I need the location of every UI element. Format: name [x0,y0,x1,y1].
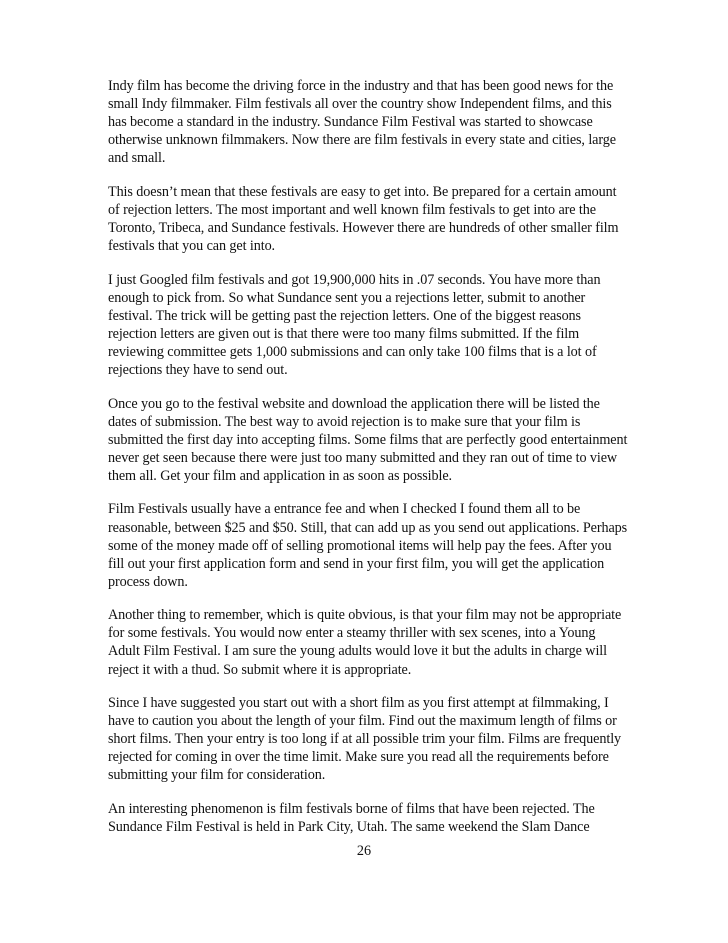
paragraph-6: Another thing to remember, which is quite obvious, is that your film may not be appropriate for some festivals. You would now enter a steamy thriller with sex scenes, into a Young Adult Film Festival. I am sure the young adults would love it but the adults in charge will reject it with a thud. So submit where it is appropriate. [108,607,622,678]
paragraph-1: Indy film has become the driving force in the industry and that has been good news for the small Indy filmmaker. Film festivals all over the country show Independent films, and this has become a standard in the industry. Sundance Film Festival was started to showcase otherwise unknown filmmakers. Now there are film festivals in every state and cities, large and small. [108,78,616,167]
paragraph-4: Once you go to the festival website and download the application there will be listed the dates of submission. The best way to avoid rejection is to make sure that your film is submitted the first day into accepting films. Some films that are perfectly good entertainment never get seen because there were just too many submitted and they ran out of time to view them all. Get your film and application in as soon as possible. [108,395,628,484]
page-number-text: 26 [356,843,372,859]
paragraph-3: I just Googled film festivals and got 19,900,000 hits in .07 seconds. You have more than enough to pick from. So what Sundance sent you a rejections letter, submit to another festival. The trick will be getting past the rejection letters. One of the biggest reasons rejection letters are given out is that there were too many films submitted. If the film reviewing committee gets 1,000 submissions and can only take 100 films that is a lot of rejections they have to send out. [108,271,601,379]
paragraph-7: Since I have suggested you start out with a short film as you first attempt at filmmaking, I have to caution you about the length of your film. Find out the maximum length of films or short films. Then your entry is too long if at all possible trim your film. Films are frequently rejected for coming in over the time limit. Make sure you read all the requirements before submitting your film for consideration. [108,695,622,784]
paragraph-2: This doesn’t mean that these festivals are easy to get into. Be prepared for a certain amount of rejection letters. The most important and well known film festivals to get into are the Toronto, Tribeca, and Sundance festivals. However there are hundreds of other smaller film festivals that you can get into. [108,183,619,255]
page-number [0,843,728,860]
paragraph-5: Film Festivals usually have a entrance fee and when I checked I found them all to be reasonable, between $25 and $50. Still, that can add up as you send out applications. Perhaps some of the money made off of selling promotional items will help pay the fees. After you fill out your first application form and send in your first film, you will get the application process down. [108,501,628,590]
body-text [108,77,628,852]
paragraph-8: An interesting phenomenon is film festivals borne of films that have been rejected. The Sundance Film Festival is held in Park City, Utah. The same weekend the Slam Dance [108,800,595,836]
